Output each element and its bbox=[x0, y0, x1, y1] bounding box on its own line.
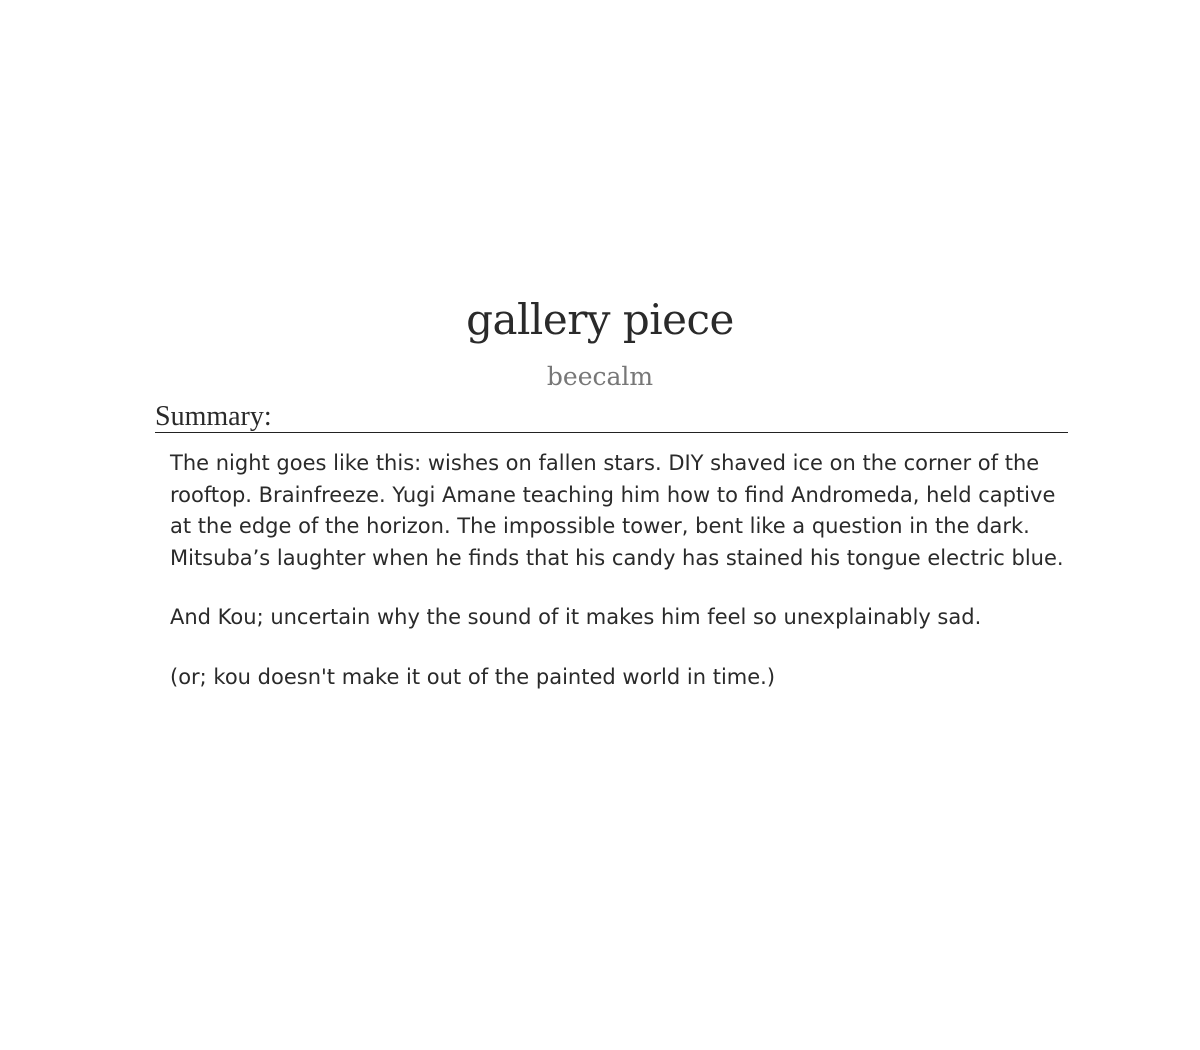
work-author[interactable]: beecalm bbox=[546, 362, 654, 391]
summary-paragraph: The night goes like this: wishes on fallen stars. DIY shaved ice on the corner of the rooftop. Brainfreeze. Yugi Amane teaching him how to find Andromeda, held captive at the edge of the horizon. The impossible tower, bent like a question in the dark. Mitsuba’s laughter when he finds that his candy has stained his tongue electric blue. bbox=[170, 451, 1064, 570]
work-title: gallery piece bbox=[466, 295, 734, 344]
summary-heading: Summary: bbox=[155, 401, 1068, 433]
summary-paragraph: (or; kou doesn't make it out of the painted world in time.) bbox=[170, 664, 776, 689]
summary-paragraph: And Kou; uncertain why the sound of it makes him feel so unexplainably sad. bbox=[170, 605, 982, 629]
summary-body bbox=[170, 448, 1070, 721]
